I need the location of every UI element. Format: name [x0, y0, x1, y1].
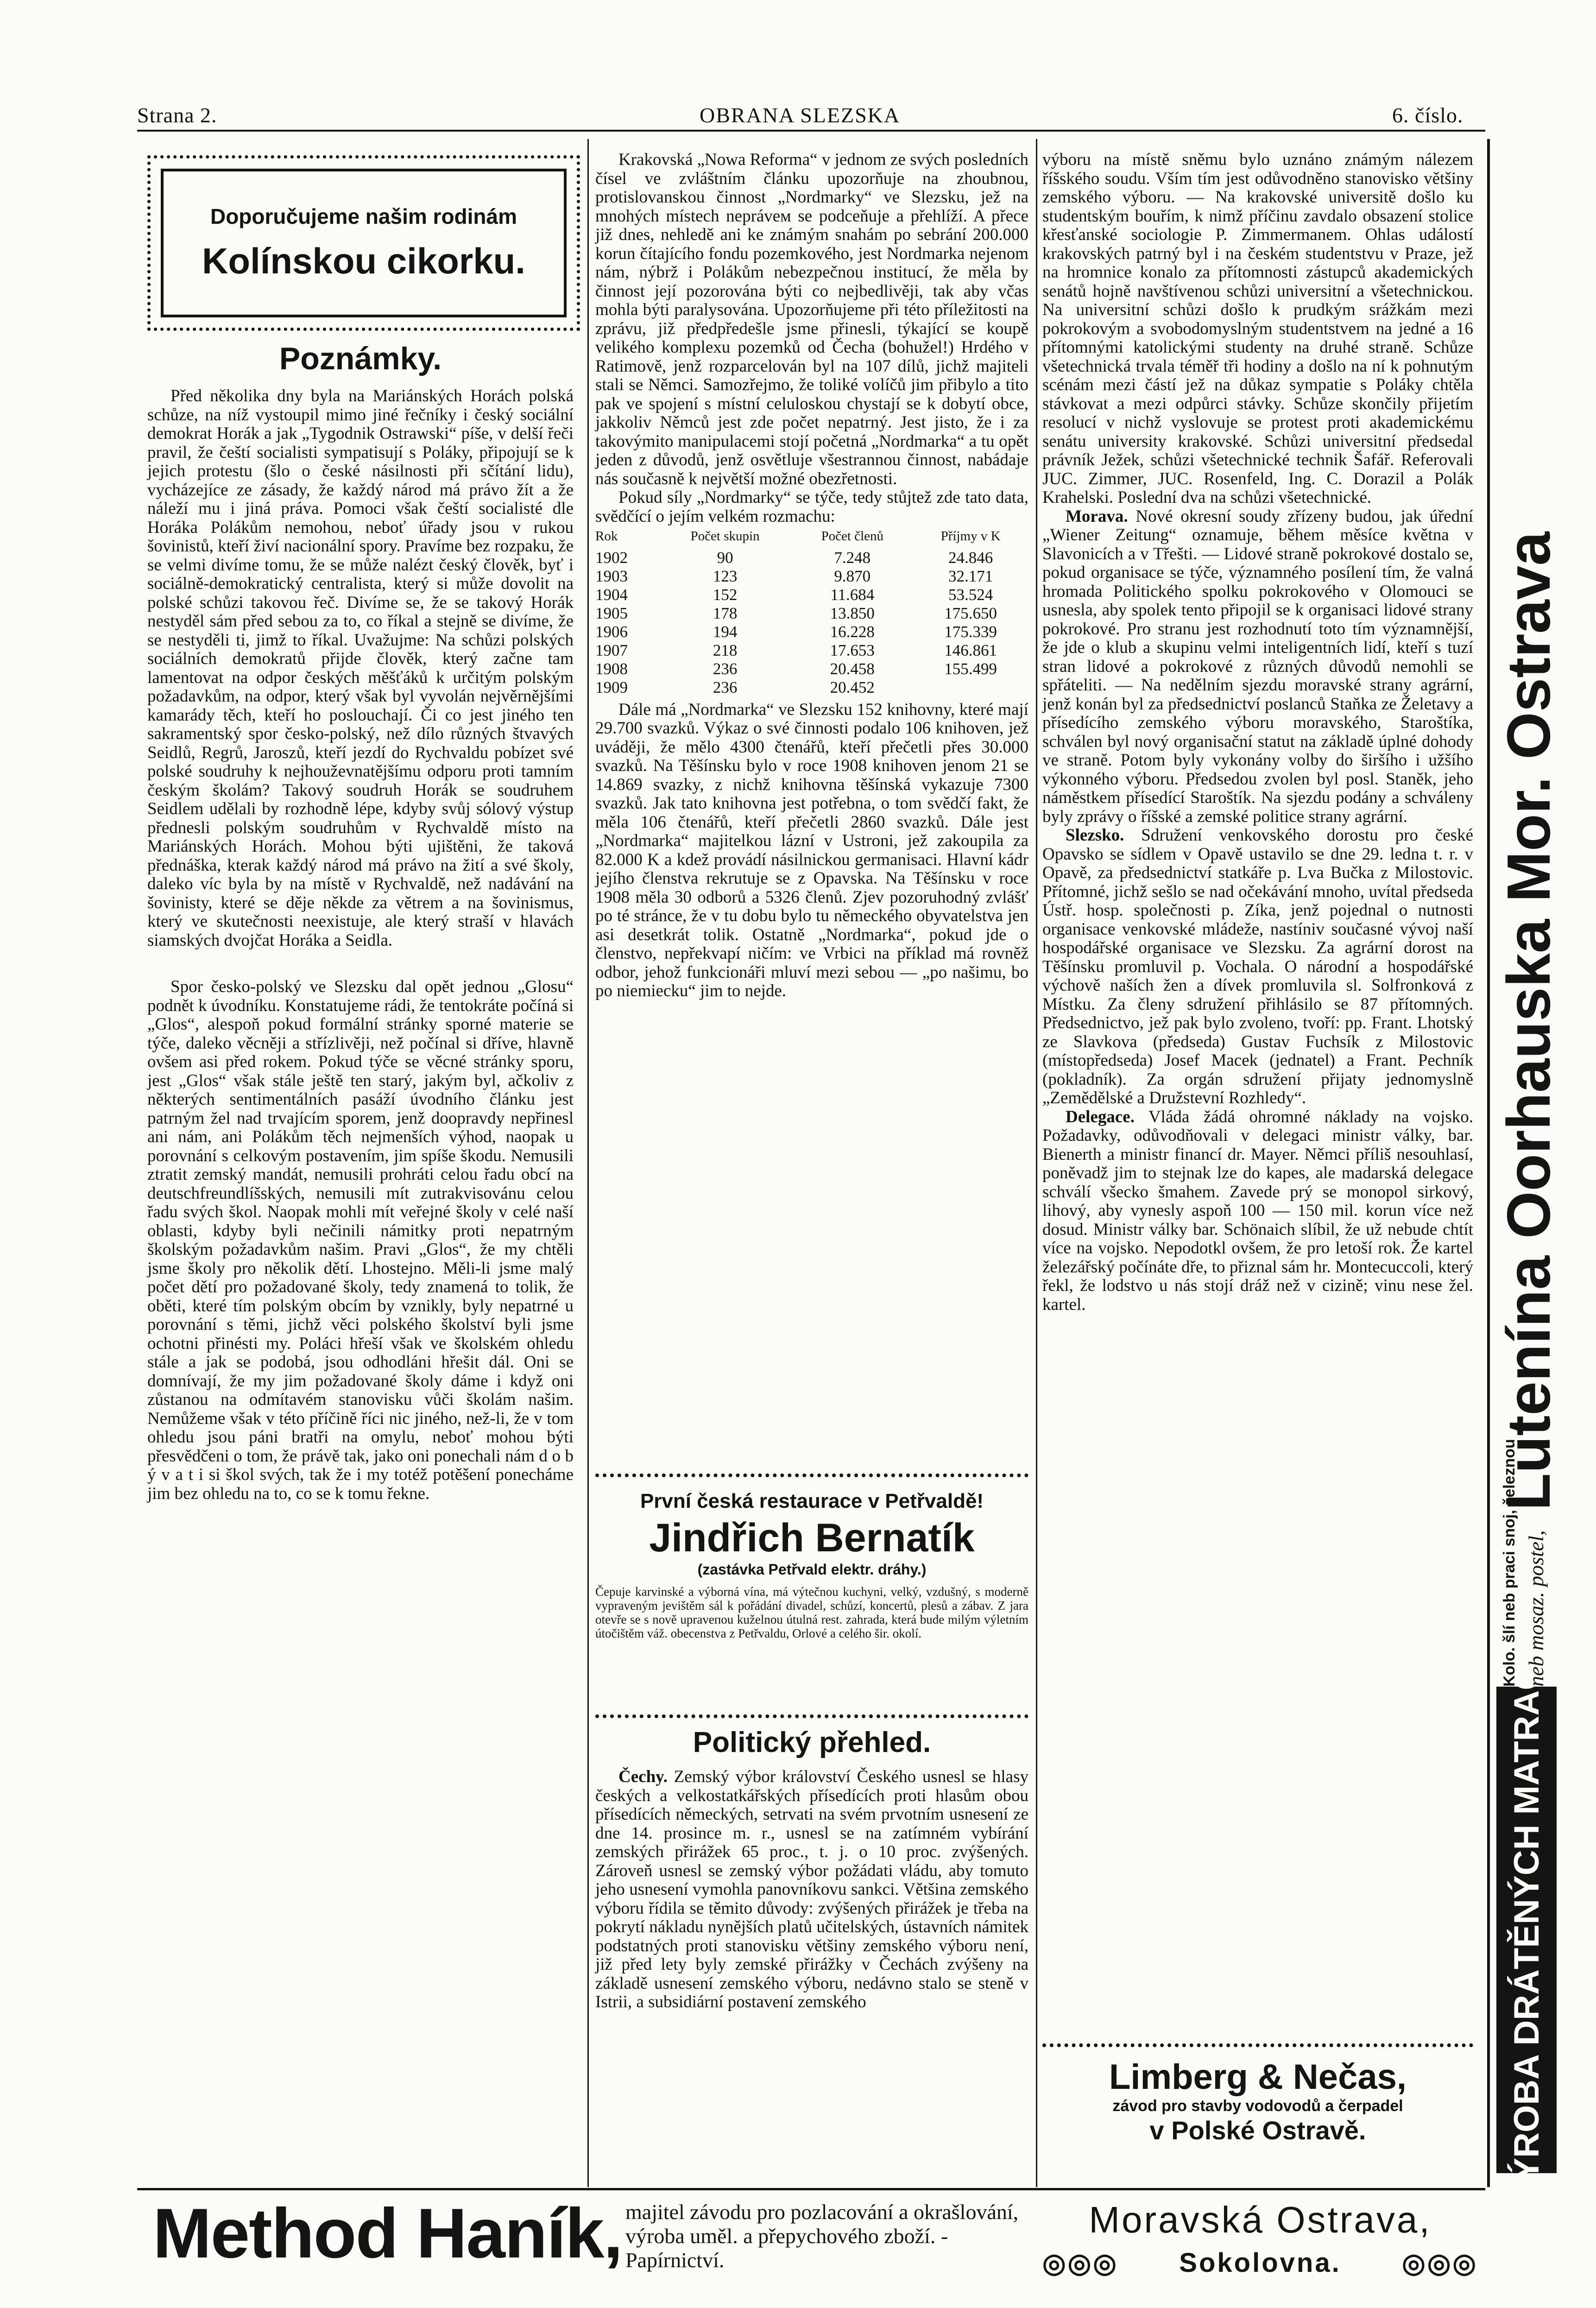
notes-heading: Poznámky. — [279, 341, 442, 376]
ad-recommend-text: Doporučujeme našim rodinám — [210, 204, 517, 228]
table-cell: 20.452 — [830, 678, 875, 696]
table-cell: 90 — [717, 548, 733, 567]
notes-paragraph-1: Před několika dny byla na Mariánských Horách polská schůze, na níž vystoupil mimo jiné řečníky i český sociální demokrat Horák a jak „Tygodnik Ostrawski“ píše, v delší řeči pravil, že čeští socialisti sympatisují s Poláky, připojují se k jejich protestu (šlo o české násilnosti při sčítání lidu), vycházejíce ze zásady, že každý národ má právo žít a že náleží mu i jiná práva. Pomoci však čeští socialisté dle Horáka Polákům nemohou, neboť úřady jsou v rukou šovinistů, kteří živí nacionální spory. Pravíme bez rozpaku, že se velmi divíme tomu, že se může nalézt český člověk, byť i sociálně-demokratický centralista, který si může dovolit na polské schůzi takovou řeč. Divíme se, že se takový Horák nestyděl sám před sebou za to, co říkal a stejně se divíme, že se nestyděli ti, jimž to říkal. Uvažujme: Na schůzi polských sociálních demokratů přijde člověk, který začne tam lamentovat na odpor českých měšťáků k určitým polským požadavkům, na odpor, který však byl vyvolán nejvěrnějšími kamarády těch, kteří ho poslouchají. Či co jest jiného ten sakramentský spor česko-polský, než dílo různých štvavých Seidlů, Regrů, Jaroszů, kteří jezdí do Rychvaldu pobízet své polské soudruhy k nejhouževnatějšímu odporu proti tamním českým školám? Takový soudruh Horák se soudruhem Seidlem udělali by rozhodně lépe, kdyby svůj sólový výstup přednesli polským soudruhům v Rychvaldě místo na Mariánských Horách. Mohou býti ujištěni, že taková přednáška, kterak každý národ má právo na žití a své školy, daleko víc byla by na místě v Rychvaldě, než nadávání na šovinisty, které se děje někde za větrem a na šovinismus, který ve skutečnosti neexistuje, ale který straší v hlavách siamských dvojčat Horáka a Seidla. — [147, 386, 574, 950]
issue-number: 6. číslo. — [1392, 103, 1464, 127]
stats-header-row — [595, 526, 1028, 549]
nordmarka-paragraph-3: Dále má „Nordmarka“ ve Slezsku 152 knihovny, které mají 29.700 svazků. Výkaz o své činnosti podalo 106 knihoven, jež uváději, že mělo 4300 čtenářů, kteří přečetli přes 30.000 svazků. Na Těšínsku bylo v roce 1908 knihoven jenom 21 se 14.869 svazky, z nichž knihovna těšínská vykazuje 7300 svazků. Jak tato knihovna jest potřebna, o tom svědčí fakt, že měla 106 čtenářů, kteří přečetli 2860 svazků. Dále jest „Nordmarka“ majitelkou lázní v Ustroni, jež zakoupila za 82.000 K a kdež provádí násilnickou germanisaci. Hlavní kádr jejího členstva rekrutuje se z Opavska. Na Těšínsku v roce 1908 měla 30 odborů a 5326 členů. Zjev pozoruhodný zvlášť po té stránce, že v tu dobu bylo tu německého obyvatelstva jen asi desetkrát tolik. Ostatně „Nordmarka“, pokud jde o členstvo, nepřekvapí ničím: ve Vrbici na příklad má rovněž odbor, jehož funkcionáři mluví mezi sebou — „po našimu, bo po niemiecku“ jim to nejde. — [595, 700, 1028, 1000]
table-cell: 17.653 — [830, 641, 875, 659]
table-row — [595, 660, 1028, 678]
politics-heading: Politický přehled. — [693, 1726, 931, 1758]
politics-text: Zemský výbor království Českého usnesl se hlasy českých a velkostatkářských přísedících proti hlasům obou přísedících německých, setrvati na svém prvotním usnesení ze dne 14. prosince m. r., usnesl se na zatímném vybírání zemských přirážek 65 proc., t. j. o 10 proc. zvýšených. Zároveň usnesl se zemský výbor požádati vládu, aby tomuto jeho usnesení vymohla panovníkovu sankci. Většina zemského výboru řídila se těmito důvody: zvýšených přirážek je třeba na pokrytí nákladu nynějších platů učitelských, ústavních námitek podstatných proti stanovisku většiny zemského výboru není, již před lety byly zemské přirážky v Čechách zvýšeny na základě usnesení zemského výboru, nedávno stalo se steně v Istrii, a subsidiární postavení zemského — [595, 1767, 1028, 2011]
limberg-name: Limberg & Nečas, — [1109, 2057, 1407, 2097]
table-cell: 146.861 — [944, 641, 997, 659]
table-cell: 53.524 — [948, 585, 993, 604]
table-cell: 16.228 — [830, 622, 875, 641]
ad-divider-top — [595, 1473, 1028, 1477]
bernatik-name: Jindřich Bernatík — [649, 1516, 975, 1560]
side-ad-big-text: Lutenína Oorhauska Mor. Ostrava — [1495, 531, 1563, 1511]
bernatik-ad — [595, 1490, 1028, 1640]
hanik-name: Method Haník, — [153, 2194, 622, 2273]
side-ad-box-text: VÝROBA DRÁTĚNÝCH MATRACÍ — [1507, 1655, 1546, 2205]
morava-text: Nové okresní soudy zřízeny budou, jak úřední „Wiener Zeitung“ oznamuje, během měsíce května v Slavonicích a v Třešti. — Lidové straně pokrokové dostalo se, pokud organisace se týče, významného posílení tím, že valná hromada Politického spolku pokrokového v Olomouci se usnesla, aby spolek tento připojil se k organisaci lidové strany pokrokové. Pro stranu jest rozhodnutí toto tím významnější, že jde o klub a skupinu velmi inteligentních lidí, kteří s tuzí stran lidové a pokrokové z různých důvodů nemohli se spřáteliti. — Na nedělním sjezdu moravské strany agrární, jenž konán byl za předsednictví poslanců Staňka ze Želetavy a přísedícího zemského výboru moravského, Staroštíka, schválen byl nový organisační statut na základě úplné dohody ve straně. Potom byly vykonány volby do širšího i užšího výkonného výboru. Předsedou zvolen byl posl. Staněk, jeho náměstkem přísedící Staroštík. Na sjezdu podány a schváleny byly zprávy o říšské a zemské politice strany agrární. — [1042, 506, 1473, 826]
politics-column — [595, 1768, 1028, 2012]
nordmarka-column — [595, 151, 1028, 1001]
ornament-right: ◎◎◎ — [1402, 2248, 1478, 2278]
morava-lead: Morava. — [1066, 506, 1128, 526]
table-cell: 24.846 — [948, 548, 993, 567]
newspaper-title: OBRANA SLEZSKA — [700, 103, 901, 127]
news-column-3 — [1042, 151, 1473, 1314]
table-row — [595, 586, 1028, 604]
table-row — [595, 641, 1028, 660]
nordmarka-paragraph-1: Krakovská „Nowa Reforma“ v jednom ze svých posledních čísel ve zvláštním článku upozorňuje na zhoubnou, protislovanskou činnost „Nordmarky“ ve Slezsku, jež na mnohých místech nepráveм se podceňuje a přehlíží. A přece již dnes, nehledě ani ke známým snahám po sebrání 200.000 korun čítajícího fondu pozemkového, jest Nordmarka nejenom nám, nýbrž i Polákům nebezpečnou institucí, že měla by činnost její pozorována býti co nejbedlivěji, tak aby včas mohla býti paralysována. Upozorňujeme při této příležitosti na zprávu, již předpředešle jsme přinesli, týkající se koupě velikého komplexu pozemků od Čecha (bohužel!) Hrdého v Ratimově, jenž rozparcelován byl na 107 dílů, jichž majiteli stali se Němci. Samozřejmo, že toliké volíčů jim přibylo a tito pak ve spojení s místní celuloskou chystají se k dobytí obce, jakkoliv Němců jest zde počet nepatrný. Jest jisto, že i za takovýmito manipulacemi stojí početná „Nordmarka“ a tu opět jeden z důvodů, jenž osvětluje všestrannou činnost, nabádaje nás současně k největší možné obezřetnosti. — [595, 150, 1028, 488]
stats-header-income: Příjmy v K — [940, 529, 1001, 544]
table-cell: 11.684 — [830, 585, 875, 604]
table-row — [595, 567, 1028, 586]
side-ad-small-2: neb mosaz. postel, — [1524, 1530, 1548, 1687]
table-row — [595, 623, 1028, 641]
table-cell: 1903 — [595, 567, 628, 585]
table-cell: 20.458 — [830, 659, 875, 678]
limberg-ad — [1042, 2057, 1473, 2146]
hanik-place: Sokolovna. — [1179, 2248, 1341, 2278]
table-cell: 236 — [713, 659, 738, 678]
table-cell — [913, 678, 1028, 697]
nordmarka-paragraph-2: Pokud síly „Nordmarky“ se týče, tedy stůjtež zde tato data, svědčící o jejím velkém rozmachu: — [595, 488, 1028, 526]
slezsko-text: Sdružení venkovského dorostu pro české Opavsko se sídlem v Opavě ustavilo se dne 29. ledna t. r. v Opavě, za předsednictví statkáře p. Lva Bučka z Milostovic. Přítomné, jichž sešlo se nad očekávání mnoho, uvítal předseda Ústř. hosp. společnosti p. Zíka, jenž pojednal o nutnosti organisace venkovské mládeže, nastíniv současné vývoj naší hospodářské organisace ve Slezsku. Za agrární dorost na Těšínsku promluvil p. Vochala. O národní a hospodářské výchově naších žen a dívek promluvila sl. Solfronková z Místku. Za členy sdružení přihlásilo se 87 přítomných. Předsednictvo, jež pak bylo zvoleno, tvoří: pp. Frant. Lhotský ze Slavkova (předseda) Gustav Fuchsík z Milostovic (místopředseda) Josef Macek (jednatel) a Frant. Pechník (pokladník). Za orgán sdružení přijaty jednomyslně „Zemědělské a Družstevní Rozhledy“. — [1042, 826, 1473, 1107]
side-ad-box — [1496, 1655, 1557, 2205]
stats-header-members: Počet členů — [821, 529, 884, 544]
slezsko-paragraph — [1042, 826, 1473, 1108]
delegace-paragraph — [1042, 1108, 1473, 1315]
table-cell: 1909 — [595, 678, 628, 696]
hanik-address-line — [1042, 2247, 1478, 2279]
limberg-business: závod pro stavby vodovodů a čerpadel — [1112, 2097, 1403, 2115]
table-cell: 155.499 — [944, 659, 997, 678]
limberg-location: v Polské Ostravě. — [1149, 2116, 1366, 2145]
hanik-description: majitel závodu pro pozlacování a okrašlování, výroba uměl. a přepychového zboží. - Papírnictví. — [625, 2200, 1019, 2272]
notes-paragraph-2: Spor česko-polský ve Slezsku dal opět jednou „Glosu“ podnět k úvodníku. Konstatujeme rádi, že tentokráte počíná si „Glos“, alespoň pokud formální stránky sporné materie se týče, daleko věcněji a střízlivěji, než počínal si dříve, hlavně ovšem asi před rokem. Pokud týče se věcné stránky sporu, jest „Glos“ však stále ještě ten starý, jakým byl, ačkoliv z některých sentimentálních pasáží úvodního článku jest patrným žel nad trvajícím sporem, jenž doopravdy nepřinesl ani nám, ani Polákům těch nejmenších výhod, naopak u porovnání s celkovým postavením, jim spíše škodu. Nemusili ztratit zemský mandát, nemusili prohráti celou řadu obcí na deutschfreundlíšských, nemusili mít zutrakvisovánu celou řadu svých škol. Naopak mohli mít veřejné školy v celé naší oblasti, kdyby byli nečinili námitky proti nepatrným školským požadavkům našim. Pravi „Glos“, že my chtěli jsme školy pro několik dětí. Lhostejno. Měli-li jsme malý počet dětí pro požadované školy, tedy znamená to tolik, že oběti, které tím polským obcím by vznikly, byly nepatrné u porovnání s těmi, jichž věci polského školství byli jsme ochotni přinésti my. Poláci hřeší však ve školském ohledu stále a jak se podobá, jsou odhodláni hřešit dál. Oni se domnívají, že my jim požadované školy dáme i když oni zůstanou na odmítavém stanovisku vůči školám našim. Nemůžeme však v této příčině říci nic jiného, než-li, že v tom ohledu jsou páni bratři na omylu, neboť mohou býti přesvědčeni o tom, že právě tak, jako oni ponechali nám d o b ý v a t i si škol svých, tak že i my totéž potěšení ponecháme jim bez ohledu na to, co se k tomu řekne. — [147, 977, 574, 1503]
ad-product-name: Kolínskou cikorku. — [202, 240, 525, 281]
politics-paragraph — [595, 1768, 1028, 2012]
column-rule-2 — [1036, 139, 1037, 2187]
ornament-left: ◎◎◎ — [1042, 2248, 1118, 2278]
table-cell: 1904 — [595, 585, 628, 604]
morava-paragraph — [1042, 507, 1473, 827]
stats-header-year: Rok — [595, 529, 618, 544]
table-row — [595, 549, 1028, 567]
side-ad-frame — [1487, 139, 1490, 2187]
table-row — [595, 604, 1028, 623]
table-cell: 1905 — [595, 604, 628, 622]
column-rule-1 — [587, 139, 589, 2187]
bernatik-description: Čepuje karvinské a výborná vína, má výtečnou kuchyni, velký, vzdušný, s moderně vypraveným jevištěm sál k pořádání divadel, schůzí, koncertů, plesů a zábav. Z jara otevře se s nově upraveпou kuželnou útulná rest. zahrada, která bude milým výletním útočištěm váž. obecenstva z Petřvaldu, Orlové a celého šir. okolí. — [595, 1585, 1028, 1640]
politics-lead: Čechy. — [618, 1767, 668, 1786]
table-cell: 218 — [713, 641, 738, 659]
limberg-divider-top — [1042, 2043, 1473, 2047]
bernatik-subline: (zastávka Petřvald elektr. dráhy.) — [697, 1561, 927, 1578]
table-cell: 123 — [713, 567, 738, 585]
ad-divider-bottom — [595, 1714, 1028, 1718]
stats-header-groups: Počet skupin — [690, 529, 760, 544]
table-cell: 152 — [713, 585, 738, 604]
table-cell: 13.850 — [830, 604, 875, 622]
table-cell: 236 — [713, 678, 738, 696]
table-cell: 178 — [713, 604, 738, 622]
delegace-lead: Delegace. — [1066, 1107, 1135, 1126]
table-cell: 32.171 — [948, 567, 993, 585]
header-rule — [137, 130, 1485, 132]
side-ad-small-1: Kolo. šlí neb praci snoj, železnou — [1501, 1439, 1518, 1687]
table-cell: 1906 — [595, 622, 628, 641]
delegace-text: Vláda žádá ohromné náklady na vojsko. Požadavky, odůvodňovali v delegaci ministr války, bar. Bienerth a ministr financí dr. Mayer. Němci příliš nesouhlasí, poněvadž jim to stejnak lze do kapes, ale madarská delegace schválí všecko šmahem. Zavede prý se monopol sirkový, lihový, aby vynesly aspoň 100 — 150 mil. korun více než dosud. Ministr války bar. Schönaich slíbil, že už nebude chtít více na vojsko. Nepodotkl ovšem, že pro letoší rok. Že kartel železářský počínáte dře, to přiznal sám hr. Montecuccoli, který řekl, že lodstvo u nás stojí dráž než v cizině; vinu nese žel. kartel. — [1042, 1107, 1473, 1314]
table-cell: 9.870 — [834, 567, 871, 585]
kolin-cikorka-ad — [147, 155, 580, 331]
table-cell: 194 — [713, 622, 738, 641]
table-cell: 1902 — [595, 548, 628, 567]
nordmarka-stats-table — [595, 526, 1028, 697]
table-cell: 175.650 — [944, 604, 997, 622]
notes-column — [147, 387, 574, 1503]
bernatik-headline: První česká restaurace v Petřvaldě! — [640, 1490, 984, 1512]
table-cell: 1908 — [595, 659, 628, 678]
col3-paragraph-1: výboru na místě sněmu bylo uznáno známým nálezem říšského soudu. Vším tím jest odůvodněno stanovisko většiny zemského výboru. — Na krakovské universitě došlo ku studentským bouřím, k nimž příčinu zavdalo obsazení stolice křesťanské sociologie P. Zimmermanem. Ohlas událostí krakovských patrný byl i na českém studentstvu v Praze, jež na hromnice konalo za přítomnosti zástupců akademických senátů hojně navštívenou schůzi universitní a všetechnickou. Na universitní schůzi došlo k prudkým srážkám mezi pokrokovým a svobodomyslným studentstvem na jedné a 16 přítomnými katolickými studenty na druhé straně. Schůze všetechnická trvala téměř tři hodiny a došlo na ní k pohnutým scénám mezi částí jež na důkaz sympatie s Poláky chtěla stávkovat a mezi odpůrci stávky. Schůze skončily přijetím resolucí v nichž vyslovuje se protest proti akademickému senátu university krakovské. Schůzi universitní předsedal právník Ježek, schůzi všetechnické technik Šafář. Referovali JUC. Zimmer, JUC. Rosenfeld, Ing. C. Dorazil a Polák Krahelski. Poslední dva na schůzi všetechnické. — [1042, 150, 1473, 507]
hanik-city: Moravská Ostrava, — [1089, 2199, 1432, 2240]
table-cell: 1907 — [595, 641, 628, 659]
table-cell: 175.339 — [944, 622, 997, 641]
table-row — [595, 678, 1028, 697]
page-number: Strana 2. — [137, 103, 217, 127]
table-cell: 7.248 — [834, 548, 871, 567]
slezsko-lead: Slezsko. — [1066, 826, 1124, 845]
